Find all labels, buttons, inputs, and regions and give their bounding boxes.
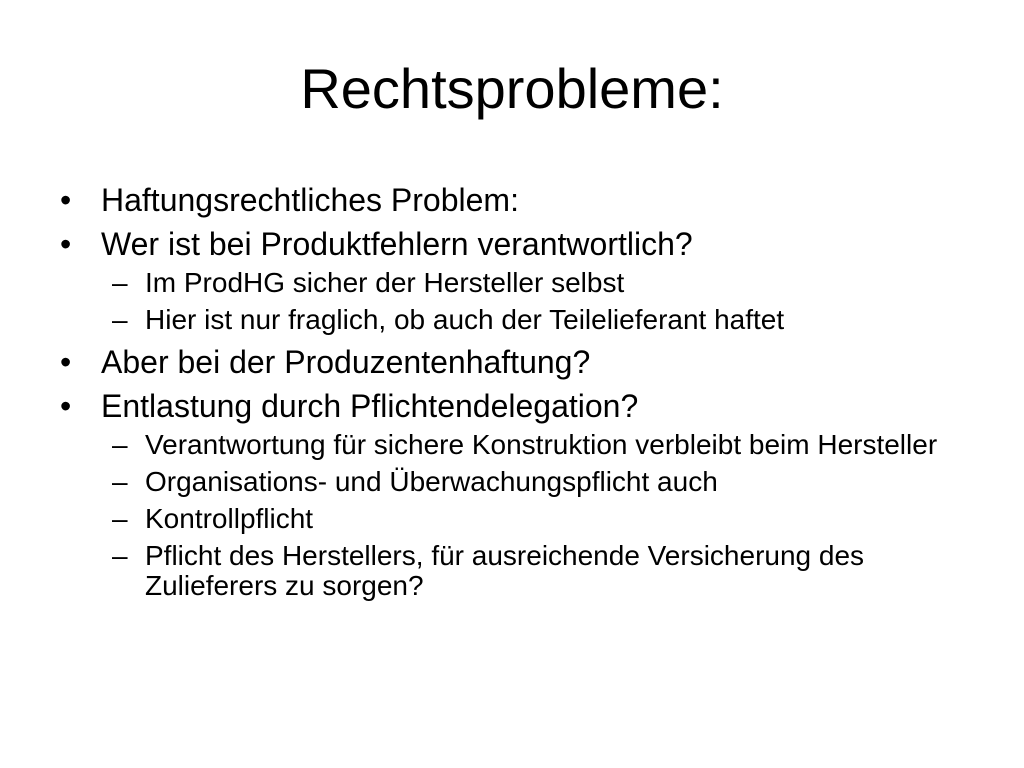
bullet-text: Wer ist bei Produktfehlern verantwortlich? [101, 226, 693, 262]
dash-marker: – [112, 267, 128, 298]
bullet-item [56, 180, 986, 220]
sub-bullet-item [112, 305, 986, 335]
sub-bullet-text: Im ProdHG sicher der Hersteller selbst [145, 267, 625, 298]
bullet-marker: • [60, 226, 72, 262]
dash-marker: – [112, 466, 128, 497]
sub-bullet-item [112, 504, 986, 534]
bullet-marker: • [60, 344, 72, 380]
slide-title: Rechtsprobleme: [300, 57, 724, 120]
sub-bullet-item [112, 541, 986, 601]
sub-bullet-text: Hier ist nur fraglich, ob auch der Teilelieferant haftet [145, 304, 785, 335]
sub-bullet-text: Pflicht des Herstellers, für ausreichende Versicherung des Zulieferers zu sorgen? [145, 540, 865, 601]
bullet-item [56, 224, 986, 264]
dash-marker: – [112, 304, 128, 335]
bullet-item [56, 386, 986, 426]
bullet-list [56, 180, 986, 608]
sub-bullet-item [112, 430, 986, 460]
bullet-marker: • [60, 182, 72, 218]
dash-marker: – [112, 540, 128, 571]
sub-bullet-item [112, 467, 986, 497]
bullet-text: Aber bei der Produzentenhaftung? [101, 344, 591, 380]
sub-bullet-text: Kontrollpflicht [145, 503, 314, 534]
bullet-text: Haftungsrechtliches Problem: [101, 182, 519, 218]
bullet-item [56, 342, 986, 382]
dash-marker: – [112, 429, 128, 460]
bullet-marker: • [60, 388, 72, 424]
sub-bullet-text: Organisations- und Überwachungspflicht auch [145, 466, 718, 497]
sub-bullet-text: Verantwortung für sichere Konstruktion verbleibt beim Hersteller [145, 429, 938, 460]
sub-bullet-item [112, 268, 986, 298]
dash-marker: – [112, 503, 128, 534]
bullet-text: Entlastung durch Pflichtendelegation? [101, 388, 639, 424]
